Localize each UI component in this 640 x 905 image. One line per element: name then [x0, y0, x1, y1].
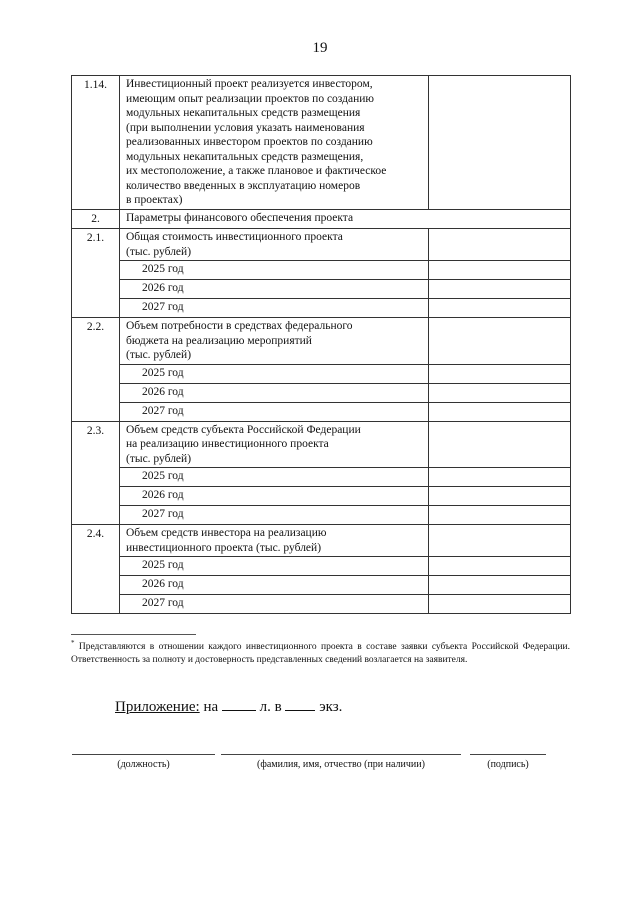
row-description: Инвестиционный проект реализуется инвестором, имеющим опыт реализации проектов по созданию модульных некапитальных средств размещения (при выполнении условия указать наименования реализованных инвестором проектов по созданию модульных некапитальных средств размещения, их местоположение, а также плановое и фактическое количество введенных в эксплуатацию номеров в проектах)	[120, 76, 429, 210]
value-cell[interactable]	[429, 506, 571, 525]
row-number: 2.2.	[72, 318, 120, 422]
row-description: Объем потребности в средствах федерального бюджета на реализацию мероприятий (тыс. рублей)	[120, 318, 429, 365]
value-cell[interactable]	[429, 261, 571, 280]
table-row-2-1	[72, 229, 571, 261]
footnote-text: Представляются в отношении каждого инвестиционного проекта в составе заявки субъекта Российской Федерации. Ответственность за полноту и достоверность представленных сведений возлагается на заявителя.	[71, 642, 571, 665]
value-cell[interactable]	[429, 487, 571, 506]
row-number: 2.1.	[72, 229, 120, 318]
appendix-copies: экз.	[319, 699, 343, 715]
table-row-year	[72, 595, 571, 614]
footnote-marker: *	[71, 638, 75, 647]
row-number: 2.	[72, 209, 120, 229]
row-description: Объем средств инвестора на реализацию инвестиционного проекта (тыс. рублей)	[120, 525, 429, 557]
value-cell[interactable]	[429, 557, 571, 576]
value-cell[interactable]	[429, 468, 571, 487]
table-row-year	[72, 468, 571, 487]
position-caption: (должность)	[117, 759, 170, 770]
appendix-sheets: л. в	[259, 699, 282, 715]
value-cell[interactable]	[429, 525, 571, 557]
table-row-year	[72, 261, 571, 280]
project-parameters-table	[71, 75, 571, 614]
sheets-count-blank[interactable]	[222, 697, 256, 711]
signature-line[interactable]	[470, 754, 546, 755]
table-row-year	[72, 557, 571, 576]
appendix-on: на	[203, 699, 219, 715]
year-label: 2025 год	[120, 364, 429, 383]
table-row-year	[72, 402, 571, 421]
value-cell[interactable]	[429, 280, 571, 299]
row-number: 1.14.	[72, 76, 120, 210]
year-label: 2026 год	[120, 383, 429, 402]
value-cell[interactable]	[429, 364, 571, 383]
value-cell[interactable]	[429, 318, 571, 365]
footnote	[71, 638, 571, 667]
year-label: 2026 год	[120, 487, 429, 506]
table-row-year	[72, 364, 571, 383]
footnote-divider	[71, 634, 196, 635]
value-cell[interactable]	[429, 595, 571, 614]
position-signature-line[interactable]	[72, 754, 215, 755]
value-cell[interactable]	[429, 229, 571, 261]
table-row-year	[72, 576, 571, 595]
row-number: 2.4.	[72, 525, 120, 614]
year-label: 2027 год	[120, 595, 429, 614]
table-row-year	[72, 383, 571, 402]
value-cell[interactable]	[429, 402, 571, 421]
table-row-2-4	[72, 525, 571, 557]
year-label: 2026 год	[120, 576, 429, 595]
copies-count-blank[interactable]	[285, 697, 315, 711]
table-row-1-14	[72, 76, 571, 210]
table-row-2	[72, 209, 571, 229]
appendix-line	[115, 697, 342, 716]
value-cell[interactable]	[429, 299, 571, 318]
table-row-2-2	[72, 318, 571, 365]
row-description: Объем средств субъекта Российской Федерации на реализацию инвестиционного проекта (тыс. рублей)	[120, 421, 429, 468]
page-number: 19	[312, 40, 328, 56]
value-cell[interactable]	[429, 576, 571, 595]
section-heading: Параметры финансового обеспечения проекта	[120, 209, 571, 229]
year-label: 2025 год	[120, 261, 429, 280]
year-label: 2027 год	[120, 299, 429, 318]
row-number: 2.3.	[72, 421, 120, 525]
row-description: Общая стоимость инвестиционного проекта (тыс. рублей)	[120, 229, 429, 261]
appendix-label: Приложение:	[115, 699, 200, 715]
table-row-year	[72, 280, 571, 299]
value-cell[interactable]	[429, 421, 571, 468]
value-cell[interactable]	[429, 383, 571, 402]
year-label: 2027 год	[120, 506, 429, 525]
year-label: 2025 год	[120, 468, 429, 487]
table-row-year	[72, 506, 571, 525]
name-signature-line[interactable]	[221, 754, 461, 755]
table-row-2-3	[72, 421, 571, 468]
year-label: 2027 год	[120, 402, 429, 421]
full-name-caption: (фамилия, имя, отчество (при наличии)	[257, 759, 425, 770]
value-cell[interactable]	[429, 76, 571, 210]
table-row-year	[72, 487, 571, 506]
signature-caption: (подпись)	[487, 759, 529, 770]
year-label: 2025 год	[120, 557, 429, 576]
table-row-year	[72, 299, 571, 318]
year-label: 2026 год	[120, 280, 429, 299]
